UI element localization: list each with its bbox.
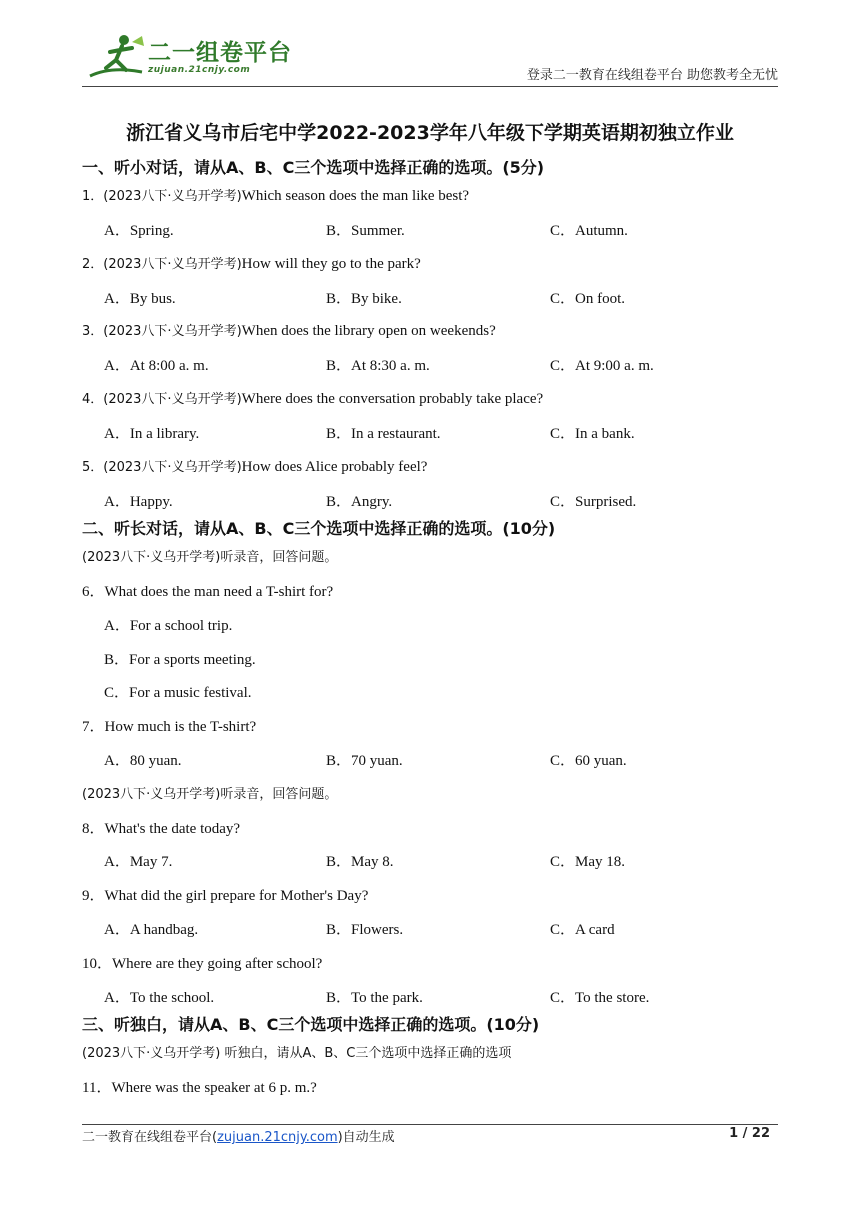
question-3 [82, 320, 496, 340]
footer-link[interactable]: zujuan.21cnjy.com [217, 1130, 338, 1145]
question-1 [82, 185, 469, 205]
q8-option-a: A．May 7. [104, 854, 173, 870]
listening-intro-3: (2023八下·义乌开学考) 听独白，请从A、B、C三个选项中选择正确的选项 [82, 1046, 512, 1061]
question-text: When does the library open on weekends? [241, 323, 496, 339]
question-source: (2023八下·义乌开学考) [103, 460, 242, 475]
q9-option-b: B．Flowers. [326, 922, 404, 938]
q9-option-c: C．A card [550, 922, 615, 938]
question-text: How does Alice probably feel? [241, 459, 428, 475]
q6-option-b: B．For a sports meeting. [104, 652, 256, 668]
q3-option-a: A．At 8:00 a. m. [104, 358, 209, 374]
footer-divider [82, 1124, 778, 1125]
footer-suffix: )自动生成 [337, 1130, 395, 1145]
question-5 [82, 456, 427, 476]
q5-option-b: B．Angry. [326, 494, 393, 510]
question-6: 6．What does the man need a T-shirt for? [82, 584, 334, 600]
q4-option-a: A．In a library. [104, 426, 200, 442]
logo-title: 二一组卷平台 [148, 40, 292, 66]
q8-option-c: C．May 18. [550, 854, 626, 870]
q10-option-b: B．To the park. [326, 990, 423, 1006]
q1-option-b: B．Summer. [326, 223, 405, 239]
q3-option-b: B．At 8:30 a. m. [326, 358, 430, 374]
q7-option-b: B．70 yuan. [326, 753, 403, 769]
listening-intro-1: (2023八下·义乌开学考)听录音，回答问题。 [82, 550, 338, 565]
question-text: How will they go to the park? [241, 256, 421, 272]
q6-option-c: C．For a music festival. [104, 685, 252, 701]
q2-option-b: B．By bike. [326, 291, 402, 307]
logo-url: zujuan.21cnjy.com [148, 65, 251, 75]
q2-option-c: C．On foot. [550, 291, 626, 307]
question-9: 9．What did the girl prepare for Mother's Day? [82, 888, 369, 904]
section-3-heading: 三、听独白，请从A、B、C三个选项中选择正确的选项。(10分) [82, 1015, 540, 1034]
header-tagline: 登录二一教育在线组卷平台 助您教考全无忧 [526, 68, 778, 83]
q2-option-a: A．By bus. [104, 291, 176, 307]
q3-option-c: C．At 9:00 a. m. [550, 358, 654, 374]
q9-option-a: A．A handbag. [104, 922, 199, 938]
page-title: 浙江省义乌市后宅中学2022-2023学年八年级下学期英语期初独立作业 [126, 122, 734, 144]
section-2-heading: 二、听长对话，请从A、B、C三个选项中选择正确的选项。(10分) [82, 519, 556, 538]
q4-option-c: C．In a bank. [550, 426, 635, 442]
question-7: 7．How much is the T-shirt? [82, 719, 257, 735]
question-number: 2． [82, 257, 104, 272]
question-11: 11．Where was the speaker at 6 p. m.? [82, 1080, 317, 1096]
question-source: (2023八下·义乌开学考) [103, 324, 242, 339]
page-number: 1 / 22 [729, 1126, 770, 1141]
question-4 [82, 388, 543, 408]
running-man-icon [86, 32, 146, 80]
question-source: (2023八下·义乌开学考) [103, 392, 242, 407]
question-number: 3． [82, 324, 104, 339]
question-text: Which season does the man like best? [241, 188, 470, 204]
question-source: (2023八下·义乌开学考) [103, 189, 242, 204]
question-2 [82, 253, 421, 273]
q8-option-b: B．May 8. [326, 854, 394, 870]
q5-option-c: C．Surprised. [550, 494, 637, 510]
q4-option-b: B．In a restaurant. [326, 426, 441, 442]
q1-option-a: A．Spring. [104, 223, 174, 239]
q10-option-a: A．To the school. [104, 990, 215, 1006]
listening-intro-2: (2023八下·义乌开学考)听录音，回答问题。 [82, 787, 338, 802]
question-number: 5． [82, 460, 104, 475]
logo [86, 32, 292, 82]
footer-prefix: 二一教育在线组卷平台( [82, 1130, 218, 1145]
q10-option-c: C．To the store. [550, 990, 650, 1006]
section-1-heading: 一、听小对话，请从A、B、C三个选项中选择正确的选项。(5分) [82, 158, 545, 177]
question-number: 1． [82, 189, 104, 204]
question-text: Where does the conversation probably take place? [241, 391, 544, 407]
q5-option-a: A．Happy. [104, 494, 173, 510]
q7-option-c: C．60 yuan. [550, 753, 627, 769]
q1-option-c: C．Autumn. [550, 223, 628, 239]
header-divider [82, 86, 778, 87]
question-number: 4． [82, 392, 104, 407]
question-source: (2023八下·义乌开学考) [103, 257, 242, 272]
question-8: 8．What's the date today? [82, 821, 241, 837]
q6-option-a: A．For a school trip. [104, 618, 233, 634]
footer-credit [82, 1126, 395, 1145]
q7-option-a: A．80 yuan. [104, 753, 182, 769]
question-10: 10．Where are they going after school? [82, 956, 323, 972]
